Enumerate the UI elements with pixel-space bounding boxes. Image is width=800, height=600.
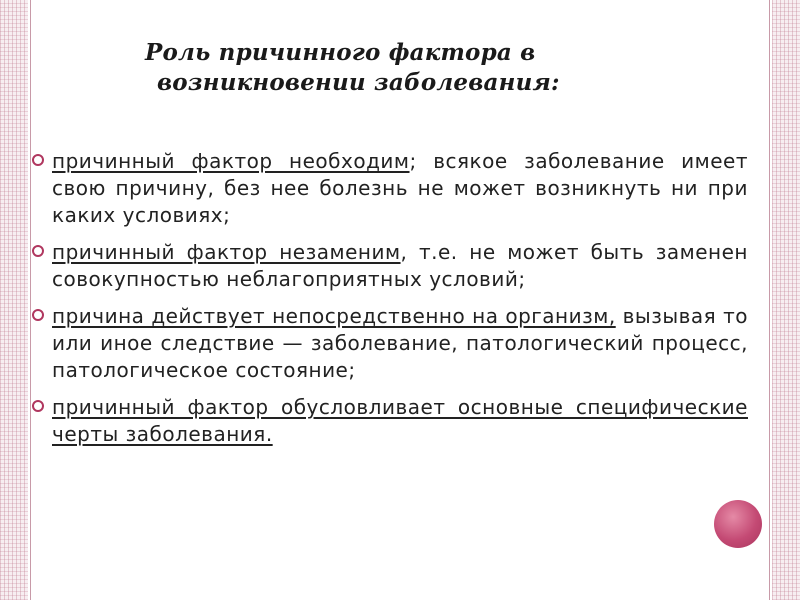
- bullet-text: , т.е. не может быть заменен совокупностью неблагоприятных условий;: [52, 240, 748, 291]
- bullet-item-irreplaceable: [30, 239, 748, 293]
- slide-title-line2: возникновении заболевания:: [157, 69, 560, 96]
- bullet-item-specific-features: [30, 394, 748, 448]
- bullet-item-necessary: [30, 148, 748, 229]
- bullet-emphasis: причинный фактор обусловливает основные специфические черты заболевания.: [52, 395, 748, 446]
- bullet-text: ; всякое заболевание имеет свою причину, без нее болезнь не может возникнуть ни при каких условиях;: [52, 149, 749, 227]
- bullet-emphasis: причинный фактор необходим: [52, 149, 410, 173]
- decorative-border-left: [0, 0, 28, 600]
- bullet-emphasis: причинный фактор незаменим: [52, 240, 401, 264]
- divider-right: [769, 0, 770, 600]
- decorative-circle-icon: [714, 500, 762, 548]
- slide-title: [145, 38, 665, 98]
- bullet-text: вызывая то или иное следствие — заболевание, патологический процесс, патологическое состояние;: [52, 304, 748, 382]
- bullet-list: [30, 148, 748, 458]
- bullet-circle-icon: [32, 154, 44, 166]
- bullet-circle-icon: [32, 245, 44, 257]
- decorative-border-right: [772, 0, 800, 600]
- bullet-item-direct-action: [30, 303, 748, 384]
- bullet-circle-icon: [32, 309, 44, 321]
- bullet-emphasis: причина действует непосредственно на организм,: [52, 304, 616, 328]
- slide-title-line1: Роль причинного фактора в: [145, 39, 536, 66]
- bullet-circle-icon: [32, 400, 44, 412]
